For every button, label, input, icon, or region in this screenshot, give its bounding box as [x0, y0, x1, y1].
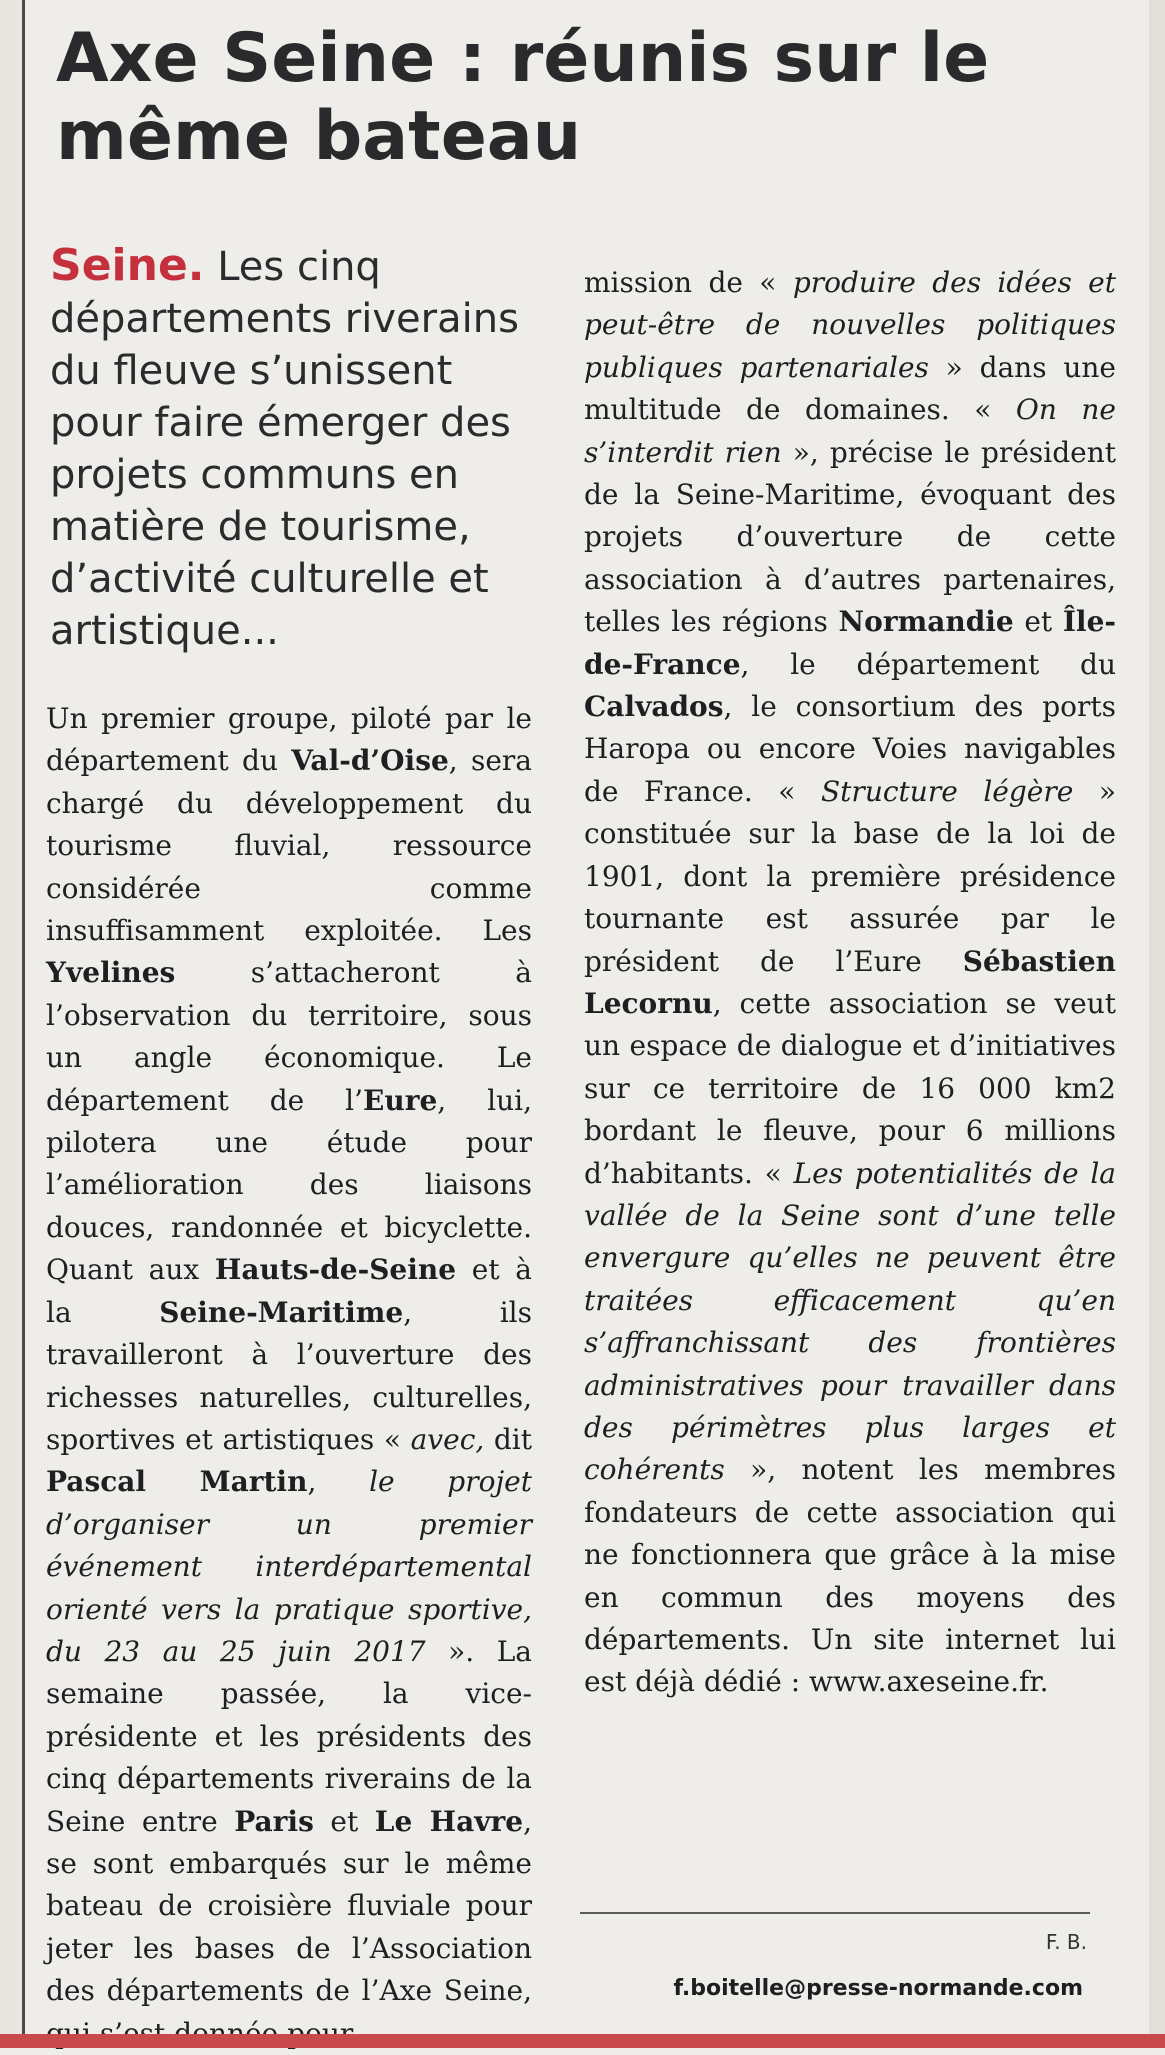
body-column-left: [46, 698, 532, 2055]
left_column-run: Eure: [363, 1083, 438, 1117]
right_column-run: Structure légère: [821, 774, 1074, 808]
bottom-color-strip: [0, 2034, 1165, 2048]
right-page-edge: [1149, 0, 1165, 2048]
left_column-run: Val-d’Oise: [291, 744, 449, 778]
right_column-run: » dans une multitude de domaines. «: [584, 350, 1116, 427]
left_column-run: Paris: [234, 1804, 314, 1838]
left_column-run: , ils travailleront à l’ouverture des richesses naturelles, culturelles, sportives et artistiques «: [46, 1295, 532, 1456]
right_column-run: mission de «: [584, 266, 793, 299]
left_column-run: , lui, pilotera une étude pour l’amélioration des liaisons douces, randonnée et bicyclette. Quant aux: [46, 1083, 532, 1287]
body-text-right: [584, 262, 1116, 1704]
right_column-run: Normandie: [838, 605, 1014, 639]
left-page-edge: [0, 0, 22, 2048]
author-email: f.boitelle@presse-normande.com: [673, 1976, 1083, 2001]
right_column-run: », notent les membres fondateurs de cette association qui ne fonctionnera que grâce à la mise en commun des moyens des départements. Un site internet lui est déjà dédié : www.axeseine.fr.: [584, 1453, 1116, 1699]
left_column-run: Un premier groupe, piloté par le département du: [46, 702, 532, 778]
right_column-run: et: [1013, 605, 1063, 639]
right_column-run: » constituée sur la base de la loi de 1901, dont la première présidence tournante est assurée par le président de l’Eure: [584, 774, 1116, 978]
left_column-run: Le Havre: [374, 1804, 524, 1838]
body-column-right: [584, 262, 1116, 1704]
right_column-run: , le consortium des ports Haropa ou encore Voies navigables de France. «: [584, 690, 1116, 808]
right_column-run: », précise le président de la Seine-Maritime, évoquant des projets d’ouverture de cette association à d’autres partenaires, telles les régions: [584, 435, 1116, 639]
left_column-run: , se sont embarqués sur le même bateau de croisière fluviale pour jeter les bases de l’Association des départements de l’Axe Seine,: [46, 1804, 533, 2008]
left_column-run: Pascal Martin: [46, 1465, 308, 1499]
left_column-run: s’attacheront à l’observation du territoire, sous un angle économique. Le département de l’: [46, 956, 532, 1117]
right_column-run: Île-de-France: [584, 605, 1116, 681]
right_column-run: On ne s’interdit rien: [584, 393, 1116, 469]
right_column-run: produire des idées et peut-être de nouvelles politiques publiques partenariales: [584, 266, 1117, 384]
column-rule-left: [22, 0, 25, 2048]
headline: Axe Seine : réunis sur le même bateau: [56, 19, 990, 176]
left_column-run: Seine-Maritime: [159, 1295, 404, 1329]
right_column-run: Les potentialités de la vallée de la Seine sont d’une telle envergure qu’elles ne peuvent être traitées efficacement qu’en s’affranchissant des frontières administratives pour travailler dans des périmètres plus larges et cohérents: [584, 1156, 1116, 1487]
left_column-run: avec,: [410, 1422, 485, 1456]
right_column-run: , le département du: [740, 647, 1116, 681]
left_column-run: ,: [307, 1465, 370, 1499]
right_column-run: Calvados: [584, 690, 724, 724]
lead-text: Les cinq départements riverains du fleuve s’unissent pour faire émerger des projets communs en matière de tourisme, d’activité culturelle et artistique...: [50, 244, 519, 654]
end-rule: [580, 1912, 1090, 1914]
lead-paragraph: [50, 240, 550, 657]
left_column-run: et à la: [46, 1253, 532, 1329]
right_column-run: , cette association se veut un espace de dialogue et d’initiatives sur ce territoire de 16 000 km2 bordant le fleuve, pour 6 millions d’habitants. «: [584, 986, 1116, 1190]
left_column-run: , sera chargé du développement du tourisme fluvial, ressource considérée comme insuffisamment exploitée. Les: [46, 744, 532, 948]
left_column-run: Hauts-de-Seine: [214, 1253, 457, 1287]
byline-initials: F. B.: [1045, 1930, 1087, 1954]
left_column-run: dit: [484, 1422, 533, 1456]
right_column-run: Sébastien Lecornu: [584, 944, 1116, 1020]
left_column-run: et: [313, 1804, 375, 1838]
left_column-run: Yvelines: [46, 956, 176, 990]
left_column-run: le projet d’organiser un premier événement interdépartemental orienté vers la pratique sportive, du 23 au 25 juin 2017: [46, 1465, 532, 1668]
body-text-left: [46, 698, 532, 2055]
left_column-run: ». La semaine passée, la vice-présidente et les présidents des cinq départements riverains de la Seine entre: [46, 1634, 533, 1838]
lead-kicker: Seine.: [50, 240, 205, 291]
